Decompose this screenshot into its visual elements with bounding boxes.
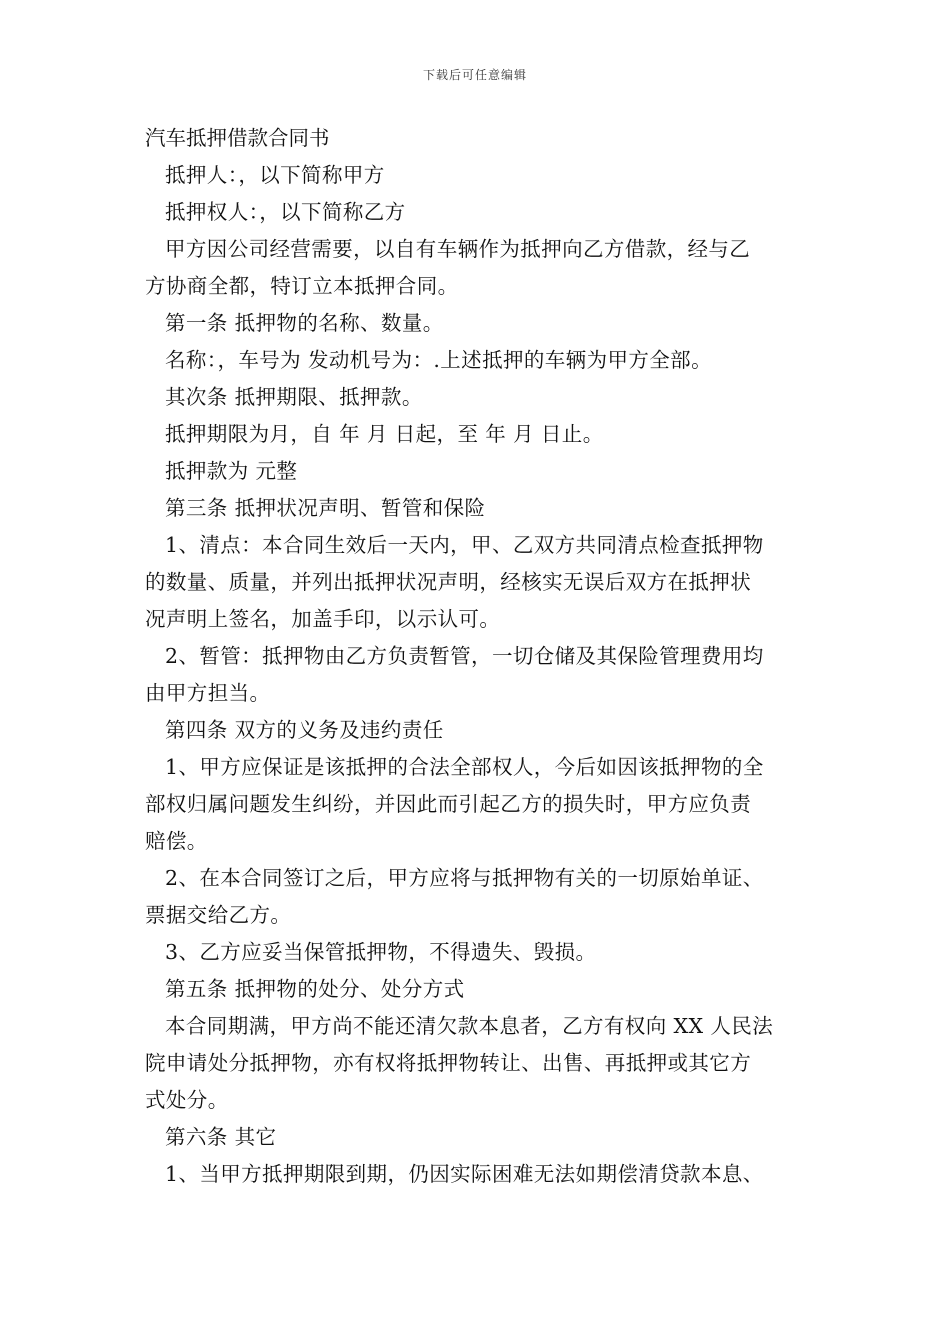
document-title: 汽车抵押借款合同书 — [145, 126, 330, 150]
text-line: 第一条 抵押物的名称、数量。 — [165, 311, 444, 335]
text-line: 抵押期限为月，自 年 月 日起，至 年 月 日止。 — [165, 422, 604, 446]
text-line: 第四条 双方的义务及违约责任 — [165, 718, 444, 742]
text-line: 况声明上签名，加盖手印，以示认可。 — [145, 607, 501, 631]
document-body — [145, 120, 810, 1193]
text-line: 3、乙方应妥当保管抵押物，不得遗失、毁损。 — [165, 940, 597, 964]
text-line: 院申请处分抵押物，亦有权将抵押物转让、出售、再抵押或其它方 — [145, 1051, 752, 1075]
text-line: 的数量、质量，并列出抵押状况声明，经核实无误后双方在抵押状 — [145, 570, 752, 594]
text-line: 1、当甲方抵押期限到期，仍因实际困难无法如期偿清贷款本息、 — [165, 1162, 764, 1186]
text-line: 甲方因公司经营需要，以自有车辆作为抵押向乙方借款，经与乙 — [165, 237, 751, 261]
text-line: 其次条 抵押期限、抵押款。 — [165, 385, 423, 409]
text-line: 抵押款为 元整 — [165, 459, 298, 483]
paragraph-lines — [145, 157, 810, 1193]
header-note: 下载后可任意编辑 — [422, 68, 527, 82]
text-line: 部权归属问题发生纠纷，并因此而引起乙方的损失时，甲方应负责 — [145, 792, 752, 816]
text-line: 由甲方担当。 — [145, 681, 271, 705]
text-line: 1、甲方应保证是该抵押的合法全部权人，今后如因该抵押物的全 — [165, 755, 764, 779]
text-line: 第五条 抵押物的处分、处分方式 — [165, 977, 465, 1001]
text-line: 抵押人：，以下简称甲方 — [165, 163, 385, 187]
text-line: 第三条 抵押状况声明、暂管和保险 — [165, 496, 486, 520]
text-line: 赔偿。 — [145, 829, 208, 853]
text-line: 2、在本合同签订之后，甲方应将与抵押物有关的一切原始单证、 — [165, 866, 764, 890]
text-line: 本合同期满，甲方尚不能还清欠款本息者，乙方有权向 XX 人民法 — [165, 1014, 774, 1038]
text-line: 票据交给乙方。 — [145, 903, 292, 927]
text-line: 方协商全都，特订立本抵押合同。 — [145, 274, 459, 298]
text-line: 2、暂管：抵押物由乙方负责暂管，一切仓储及其保险管理费用均 — [165, 644, 764, 668]
text-line: 第六条 其它 — [165, 1125, 277, 1149]
text-line: 式处分。 — [145, 1088, 229, 1112]
text-line: 名称：，车号为 发动机号为：.上述抵押的车辆为甲方全部。 — [165, 348, 712, 372]
text-line: 抵押权人：，以下简称乙方 — [165, 200, 406, 224]
text-line: 1、清点：本合同生效后一天内，甲、乙双方共同清点检查抵押物 — [165, 533, 764, 557]
